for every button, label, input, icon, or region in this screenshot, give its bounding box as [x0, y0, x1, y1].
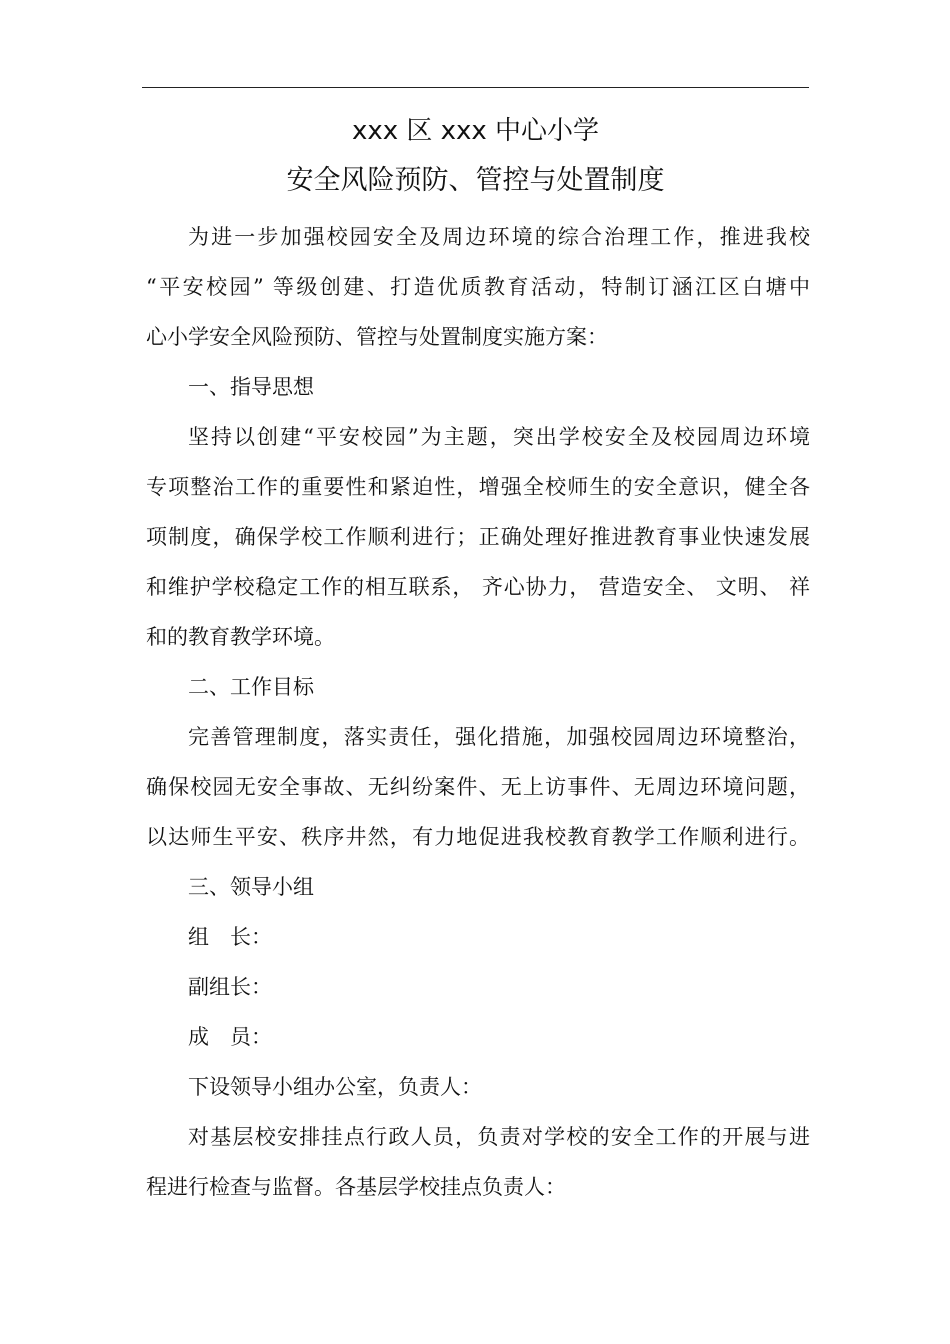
- text-line: 副组长：: [188, 975, 272, 999]
- text-line: 心小学安全风险预防、管控与处置制度实施方案：: [146, 325, 608, 349]
- text-line: 下设领导小组办公室，负责人：: [188, 1075, 482, 1099]
- text-line: 完善管理制度，落实责任，强化措施，加强校园周边环境整治，: [188, 725, 810, 749]
- text-line: 一、指导思想: [188, 375, 314, 399]
- text-line: 成 员：: [188, 1025, 272, 1049]
- text-line: 对基层校安排挂点行政人员，负责对学校的安全工作的开展与进: [188, 1125, 810, 1149]
- text-line: 确保校园无安全事故、无纠纷案件、无上访事件、无周边环境问题，: [146, 775, 810, 799]
- document-title-policy: 安全风险预防、管控与处置制度: [286, 165, 665, 196]
- text-line: 组 长：: [188, 925, 272, 949]
- document-title-school: xxx 区 xxx 中心小学: [351, 116, 600, 146]
- text-line: 以达师生平安、秩序井然，有力地促进我校教育教学工作顺利进行。: [146, 825, 810, 849]
- text-line: 和维护学校稳定工作的相互联系， 齐心协力， 营造安全、 文明、 祥: [146, 575, 810, 599]
- text-line: 二、工作目标: [188, 675, 314, 699]
- text-line: 程进行检查与监督。各基层学校挂点负责人：: [146, 1175, 566, 1199]
- text-line: “平安校园” 等级创建、打造优质教育活动，特制订涵江区白塘中: [146, 275, 810, 299]
- header-rule: [142, 87, 809, 88]
- document-body: [146, 221, 810, 1221]
- text-line: 专项整治工作的重要性和紧迫性，增强全校师生的安全意识，健全各: [146, 475, 810, 499]
- text-line: 为进一步加强校园安全及周边环境的综合治理工作，推进我校: [188, 225, 810, 249]
- text-line: 坚持以创建“平安校园”为主题，突出学校安全及校园周边环境: [188, 425, 810, 449]
- text-line: 和的教育教学环境。: [146, 625, 335, 649]
- text-line: 三、领导小组: [188, 875, 314, 899]
- text-line: 项制度，确保学校工作顺利进行；正确处理好推进教育事业快速发展: [146, 525, 810, 549]
